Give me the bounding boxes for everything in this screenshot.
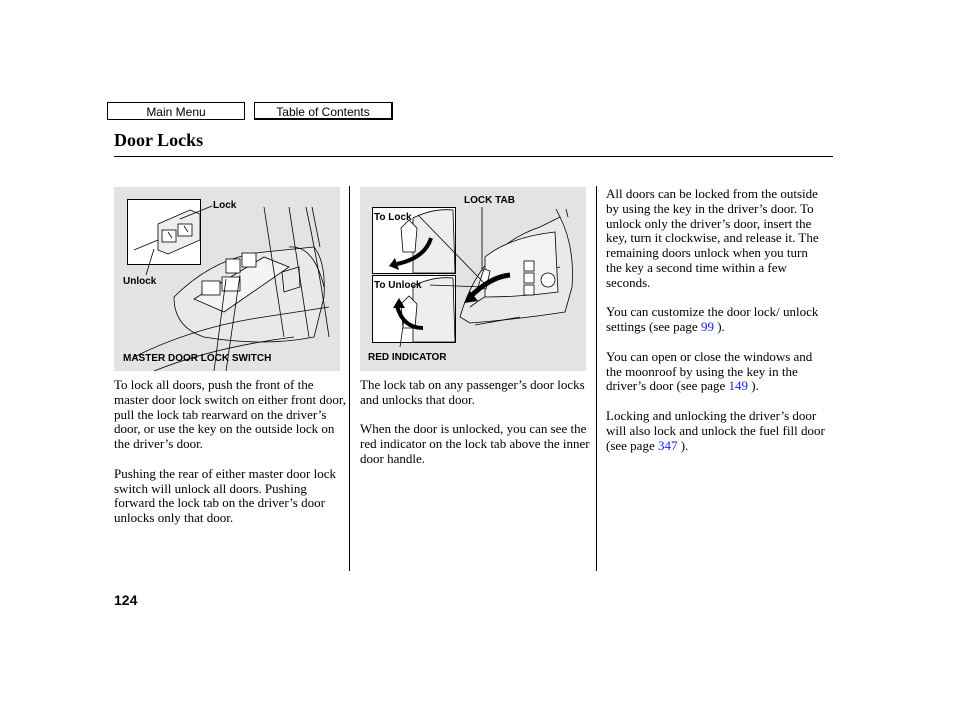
column-2-text bbox=[360, 378, 592, 482]
main-menu-button[interactable]: Main Menu bbox=[107, 102, 245, 120]
page-link-99[interactable]: 99 bbox=[700, 319, 714, 335]
lock-tab-figure bbox=[360, 187, 586, 371]
page-link-347[interactable]: 347 bbox=[657, 437, 678, 453]
col1-paragraph-2: Pushing the rear of either master door lock switch will unlock all doors. Pushing forward the lock tab on the driver’s door unlocks only that door. bbox=[114, 465, 337, 526]
page-title: Door Locks bbox=[114, 130, 204, 150]
col2-paragraph-2: When the door is unlocked, you can see the red indicator on the lock tab above the inner door handle. bbox=[360, 421, 590, 466]
lock-tab-label: LOCK TAB bbox=[464, 195, 515, 206]
to-unlock-label: To Unlock bbox=[374, 280, 422, 291]
page-number: 124 bbox=[114, 592, 138, 608]
callout-lines bbox=[114, 187, 340, 371]
master-door-lock-switch-figure bbox=[114, 187, 340, 371]
column-divider-1 bbox=[349, 186, 350, 571]
col1-paragraph-1: To lock all doors, push the front of the master door lock switch on either front door, pull the lock tab rearward on the driver’s door, or use the key on the outside lock on the driver’s door. bbox=[114, 377, 346, 452]
column-divider-2 bbox=[596, 186, 597, 571]
to-lock-label: To Lock bbox=[374, 212, 412, 223]
unlock-label: Unlock bbox=[123, 276, 157, 287]
col3-paragraph-4: Locking and unlocking the driver’s door will also lock and unlock the fuel fill door (see page 347 ). bbox=[606, 407, 825, 453]
column-3-text bbox=[606, 187, 826, 468]
column-1-text bbox=[114, 378, 346, 541]
col3-paragraph-2: You can customize the door lock/ unlock settings (see page 99 ). bbox=[606, 304, 819, 335]
page-link-149[interactable]: 149 bbox=[728, 378, 748, 394]
lock-label: Lock bbox=[213, 200, 237, 211]
table-of-contents-button[interactable]: Table of Contents bbox=[254, 102, 393, 120]
title-rule bbox=[114, 156, 833, 157]
col3-paragraph-3: You can open or close the windows and the moonroof by using the key in the driver’s door (see page 149 ). bbox=[606, 348, 813, 394]
col2-paragraph-1: The lock tab on any passenger’s door locks and unlocks that door. bbox=[360, 377, 585, 407]
master-switch-caption: MASTER DOOR LOCK SWITCH bbox=[123, 353, 272, 364]
callout-lines-2 bbox=[360, 187, 586, 371]
red-indicator-caption: RED INDICATOR bbox=[368, 352, 447, 363]
col3-paragraph-1: All doors can be locked from the outside by using the key in the driver’s door. To unlock only the driver’s door, insert the key, turn it clockwise, and release it. The remaining doors unlock when you turn the key a second time within a few seconds. bbox=[606, 186, 819, 290]
